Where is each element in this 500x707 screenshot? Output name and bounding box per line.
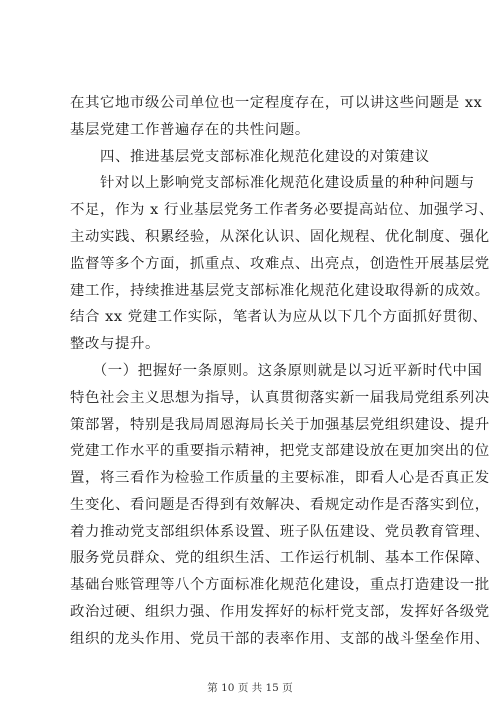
body-line: 基础台账管理等八个方面标准化规范化建设，重点打造建设一批 <box>70 577 490 593</box>
body-line: 基层党建工作普遍存在的共性问题。 <box>70 122 310 138</box>
body-line: 特色社会主义思想为指导，认真贯彻落实新一届我局党组系列决 <box>70 390 490 406</box>
body-line: 生变化、看问题是否得到有效解决、看规定动作是否落实到位， <box>70 497 490 513</box>
body-line: 针对以上影响党支部标准化规范化建设质量的种种问题与 <box>70 175 475 191</box>
body-line: 策部署，特别是我局周恩海局长关于加强基层党组织建设、提升 <box>70 417 490 433</box>
body-line: 党建工作水平的重要指示精神，把党支部建设放在更加突出的位 <box>70 443 490 459</box>
body-line: 组织的龙头作用、党员干部的表率作用、支部的战斗堡垒作用、 <box>70 631 490 647</box>
body-line: 整改与提升。 <box>70 336 160 352</box>
section-heading: 四、推进基层党支部标准化规范化建设的对策建议 <box>70 149 430 165</box>
body-line: 不足，作为 x 行业基层党务工作者务必要提高站位、加强学习、 <box>70 202 494 218</box>
body-line: 服务党员群众、党的组织生活、工作运行机制、基本工作保障、 <box>70 550 490 566</box>
body-line: 结合 xx 党建工作实际，笔者认为应从以下几个方面抓好贯彻、 <box>70 309 488 325</box>
body-line: 监督等多个方面，抓重点、攻难点、出亮点，创造性开展基层党 <box>70 256 490 272</box>
body-line: （一）把握好一条原则。这条原则就是以习近平新时代中国 <box>70 363 483 379</box>
body-line: 政治过硬、组织力强、作用发挥好的标杆党支部，发挥好各级党 <box>70 604 490 620</box>
body-line: 在其它地市级公司单位也一定程度存在，可以讲这些问题是 xx <box>70 95 483 111</box>
page-footer: 第 10 页 共 15 页 <box>207 682 293 694</box>
body-line: 着力推动党支部组织体系设置、班子队伍建设、党员教育管理、 <box>70 524 490 540</box>
body-line: 建工作，持续推进基层党支部标准化规范化建设取得新的成效。 <box>70 283 490 299</box>
body-line: 主动实践、积累经验，从深化认识、固化规程、优化制度、强化 <box>70 229 490 245</box>
body-line: 置，将三看作为检验工作质量的主要标准，即看人心是否真正发 <box>70 470 490 486</box>
